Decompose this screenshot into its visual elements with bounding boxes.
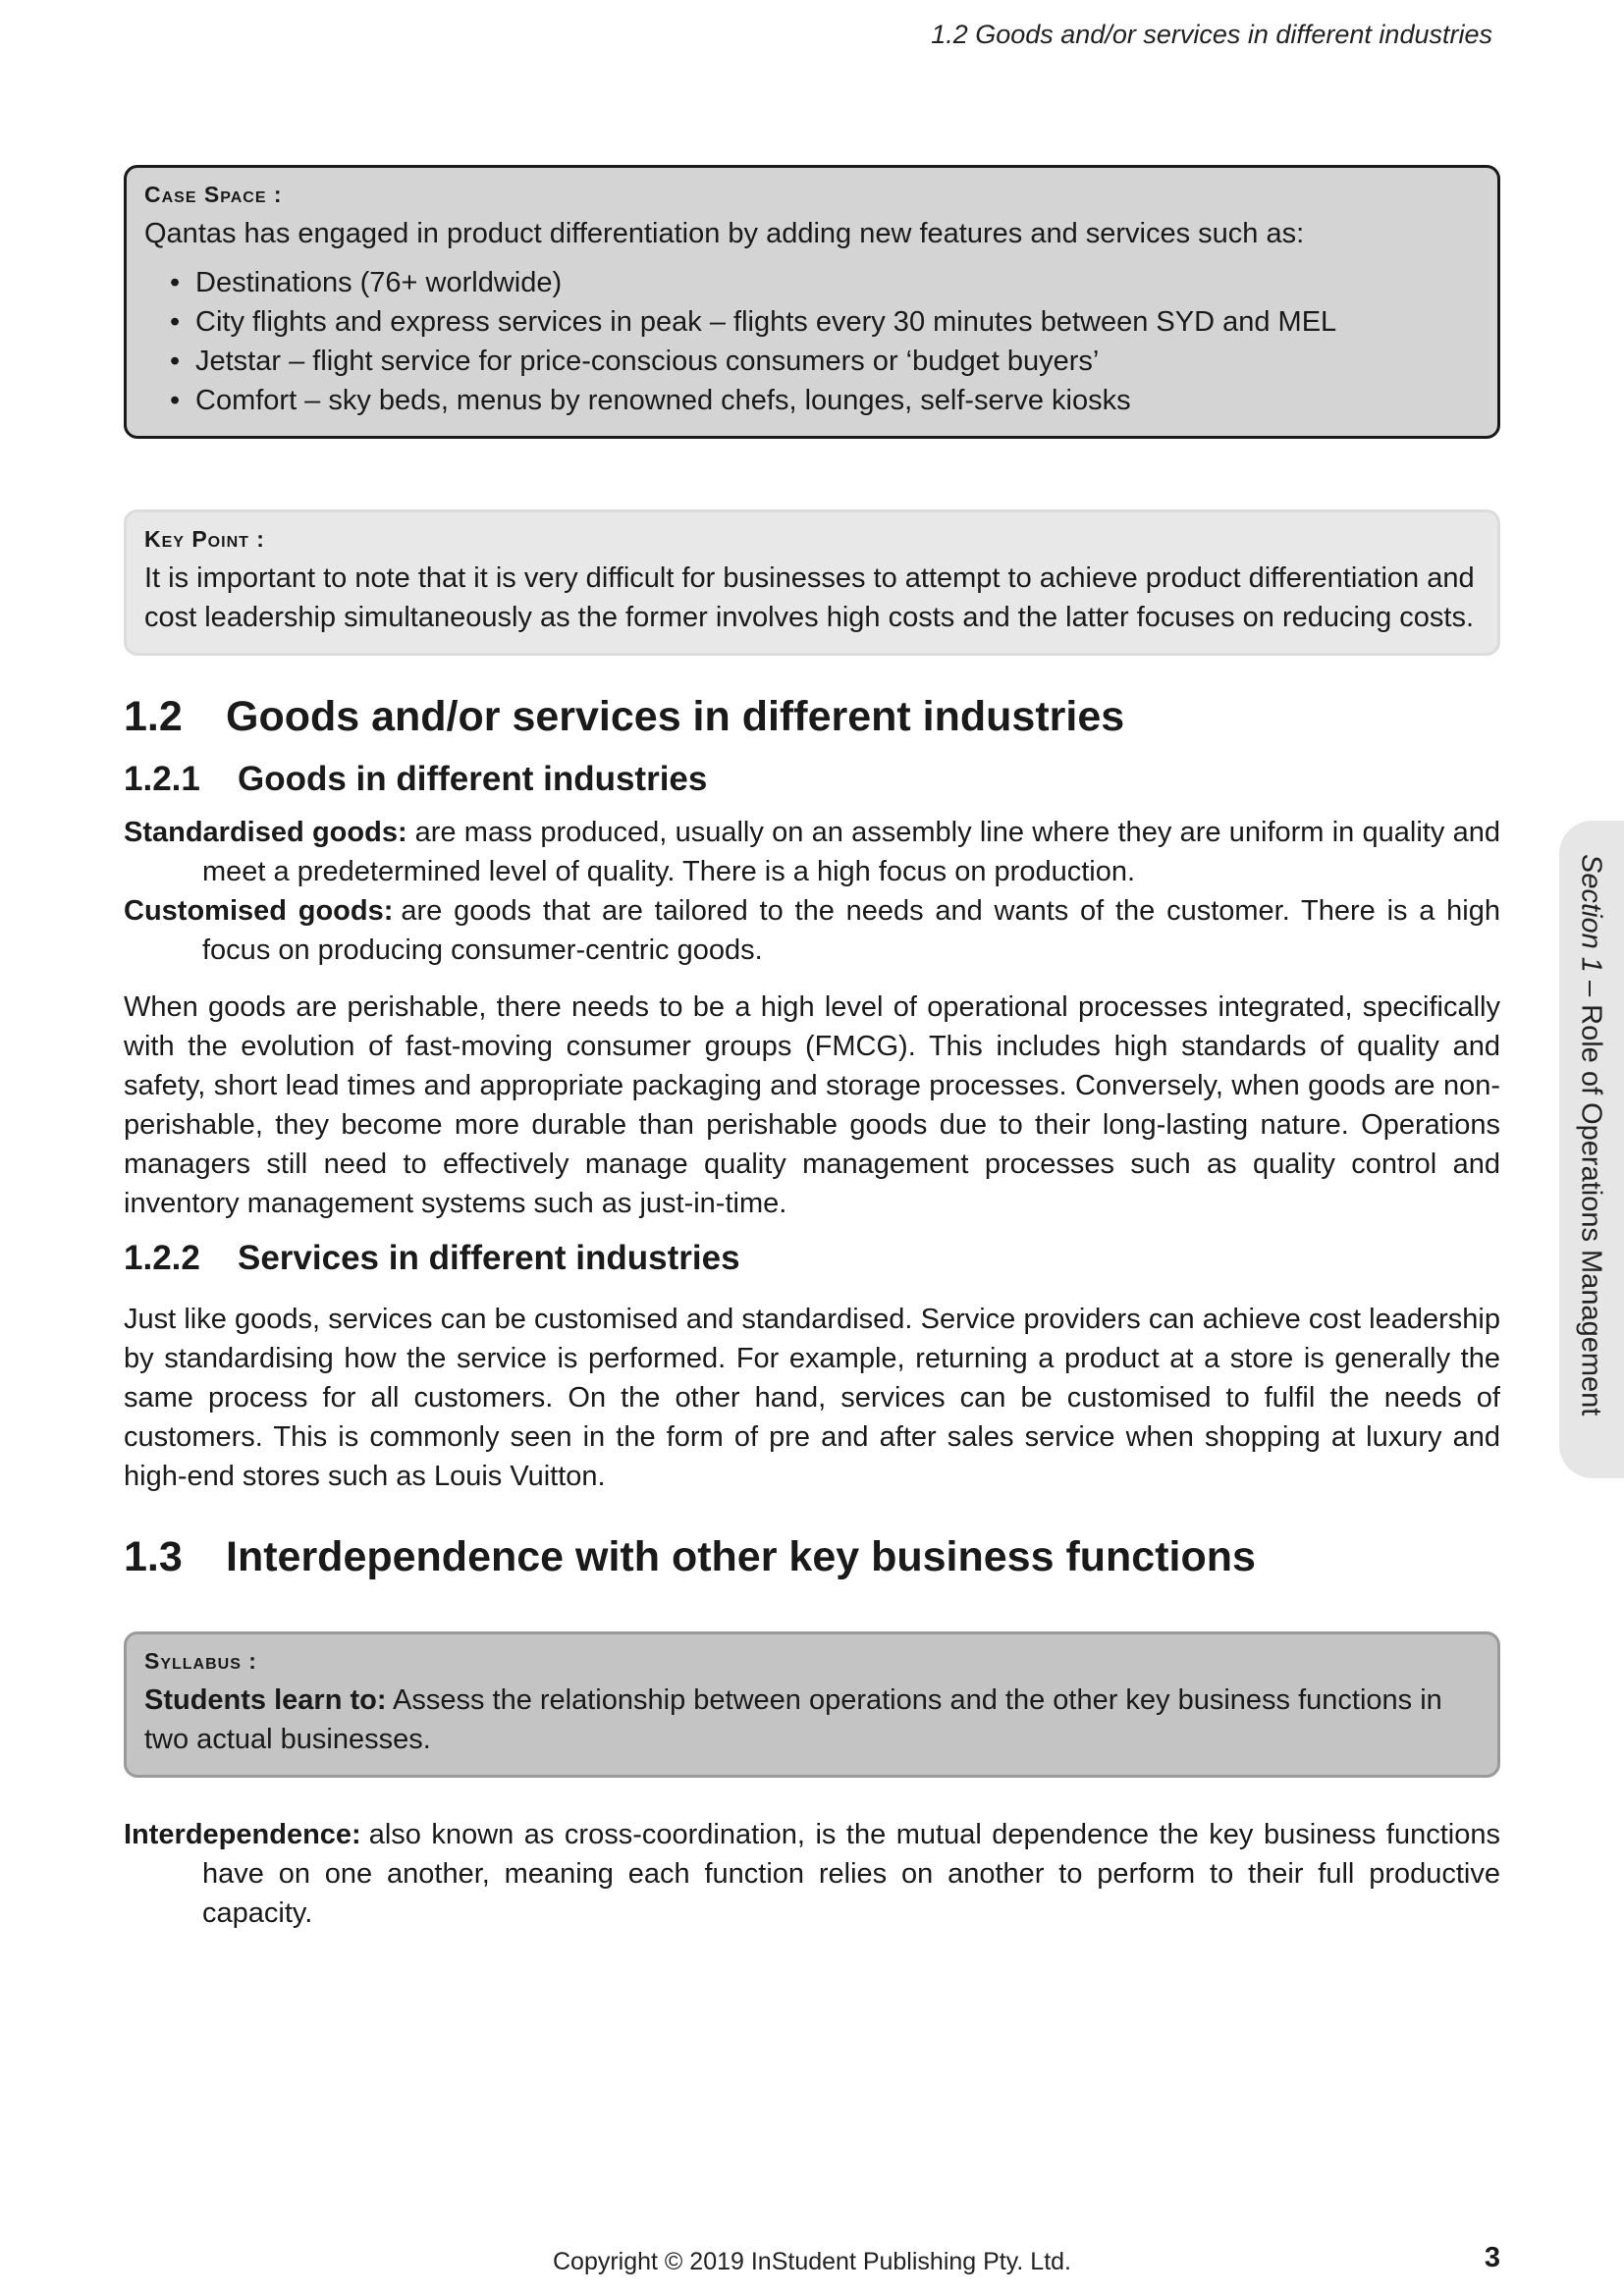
list-item: • City flights and express services in peak – flights every 30 minutes between SYD and MEL [195,302,1480,342]
case-space-label: Case Space : [144,182,283,207]
key-point-text: It is important to note that it is very difficult for businesses to attempt to achieve product differentiation and cost leadership simultaneously as the former involves high costs and the latter focuses on reducing costs. [144,562,1475,633]
subsection-title: Services in different industries [238,1239,740,1277]
definition-interdependence [124,1815,1500,1933]
definition-term: Interdependence: [124,1819,361,1850]
definition-standardised-goods [124,813,1500,891]
syllabus-body: Assess the relationship between operations and the other key business functions in two actual businesses. [144,1684,1442,1755]
subsection-title: Goods in different industries [238,760,708,798]
key-point-box [124,509,1500,656]
syllabus-label: Syllabus : [144,1648,257,1674]
section-side-tab-label [1575,854,1607,1415]
definition-term: Customised goods: [124,895,394,927]
section-heading-1-3 [124,1529,1500,1584]
page-number: 3 [1484,2242,1500,2273]
footer-copyright: Copyright © 2019 InStudent Publishing Pty. Ltd. [552,2248,1071,2275]
definition-text: are goods that are tailored to the needs and wants of the customer. There is a high focus on producing consumer-centric goods. [202,895,1500,966]
side-tab-title: Role of Operations Management [1575,1004,1607,1416]
section-number: 1.2 [124,693,183,740]
case-space-box [124,165,1500,439]
list-item: • Jetstar – flight service for price-conscious consumers or ‘budget buyers’ [195,342,1480,381]
section-number: 1.3 [124,1533,183,1580]
side-tab-dash: – [1575,972,1607,1005]
list-item: • Destinations (76+ worldwide) [195,263,1480,302]
section-heading-1-2 [124,689,1500,744]
section-title: Interdependence with other key business functions [226,1533,1256,1580]
key-point-label: Key Point : [144,526,265,552]
definition-customised-goods [124,891,1500,970]
subsection-number: 1.2.2 [124,1239,200,1277]
syllabus-box [124,1631,1500,1778]
syllabus-text [144,1681,1480,1759]
paragraph-goods: When goods are perishable, there needs to be a high level of operational processes integrated, specifically with the evolution of fast-moving consumer groups (FMCG). This includes high standards of quality and safety, short lead times and appropriate packaging and storage processes. Conversely, when goods are non-perishable, they become more durable than perishable goods due to their long-lasting nature. Operations managers still need to effectively manage quality management processes such as quality control and inventory management systems such as just-in-time. [124,991,1500,1219]
section-title: Goods and/or services in different industries [226,693,1125,740]
paragraph-services: Just like goods, services can be customised and standardised. Service providers can achieve cost leadership by standardising how the service is performed. For example, returning a product at a store is generally the same process for all customers. On the other hand, services can be customised to fulfil the needs of customers. This is commonly seen in the form of pre and after sales service when shopping at luxury and high-end stores such as Louis Vuitton. [124,1304,1500,1492]
subsection-number: 1.2.1 [124,760,200,798]
case-space-intro: Qantas has engaged in product differentiation by adding new features and services such as: [144,218,1305,249]
definition-text: are mass produced, usually on an assembly line where they are uniform in quality and meet a predetermined level of quality. There is a high focus on production. [202,817,1500,887]
page-content [124,165,1500,1933]
side-tab-section: Section 1 [1575,854,1607,973]
subsection-heading-1-2-1 [124,756,1500,803]
syllabus-lead: Students learn to: [144,1684,387,1716]
list-item: • Comfort – sky beds, menus by renowned chefs, lounges, self-serve kiosks [195,381,1480,420]
definition-term: Standardised goods: [124,817,407,848]
case-space-list [144,263,1480,420]
subsection-heading-1-2-2 [124,1235,1500,1282]
definition-text: also known as cross-coordination, is the mutual dependence the key business functions have on one another, meaning each function relies on another to perform to their full productive capacity. [202,1819,1500,1929]
running-header: 1.2 Goods and/or services in different industries [931,20,1492,49]
